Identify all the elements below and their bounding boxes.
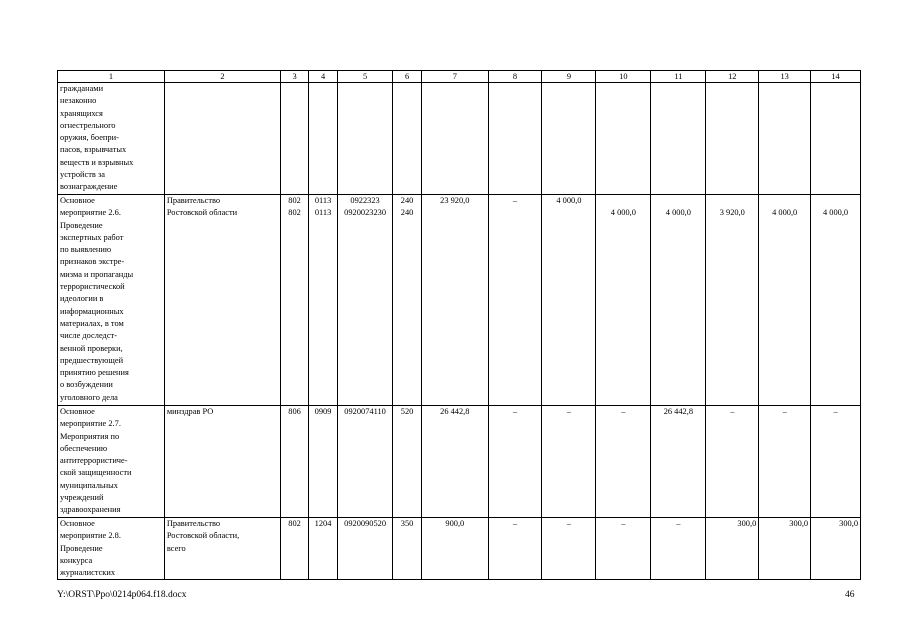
value-cell: 900,0 [422,518,488,580]
value-cell: 4 000,0 [596,195,651,406]
header-cell: 12 [706,71,759,83]
table-cell [811,83,861,195]
header-cell: 5 [338,71,393,83]
code-cell: 802 [281,518,309,580]
budget-table [57,70,861,580]
value-cell: 300,0 [811,518,861,580]
header-cell: 1 [58,71,165,83]
header-cell: 7 [422,71,488,83]
file-path: Y:\ORST\Ppo\0214p064.f18.docx [57,590,187,600]
code-cell: 0922323 0920023230 [338,195,393,406]
value-cell: 4 000,0 [651,195,706,406]
executor-cell: Правительство Ростовской области, всего [164,518,280,580]
table-cell [422,83,488,195]
table-cell [309,83,338,195]
table-cell [338,83,393,195]
value-cell: 4 000,0 [811,195,861,406]
value-cell: – [596,406,651,518]
value-cell: – [706,406,759,518]
header-cell: 11 [651,71,706,83]
page-number: 46 [845,590,855,600]
table-row [58,195,861,406]
table-cell [281,83,309,195]
table-cell [488,83,542,195]
value-cell: 4 000,0 [759,195,811,406]
table-cell [651,83,706,195]
header-cell: 3 [281,71,309,83]
code-cell: 1204 [309,518,338,580]
value-cell: 4 000,0 [542,195,596,406]
code-cell: 0920074110 [338,406,393,518]
header-cell: 4 [309,71,338,83]
value-cell: – [542,406,596,518]
value-cell: – [488,195,542,406]
table-cell [596,83,651,195]
executor-cell: минздрав РО [164,406,280,518]
table-row [58,518,861,580]
executor-cell: Правительство Ростовской области [164,195,280,406]
code-cell: 350 [393,518,422,580]
value-cell: 3 920,0 [706,195,759,406]
table-cell [542,83,596,195]
code-cell: 802 802 [281,195,309,406]
table-cell [164,83,280,195]
table-cell [393,83,422,195]
table-row [58,406,861,518]
table-row [58,83,861,195]
code-cell: 806 [281,406,309,518]
code-cell: 240 240 [393,195,422,406]
header-cell: 14 [811,71,861,83]
code-cell: 0909 [309,406,338,518]
value-cell: – [651,518,706,580]
code-cell: 0920090520 [338,518,393,580]
value-cell: – [811,406,861,518]
code-cell: 0113 0113 [309,195,338,406]
value-cell: 26 442,8 [422,406,488,518]
value-cell: – [488,406,542,518]
measure-name-cell: Основное мероприятие 2.8. Проведение конкурса журналистских [58,518,165,580]
value-cell: – [542,518,596,580]
value-cell: – [759,406,811,518]
measure-name-cell: Основное мероприятие 2.7. Мероприятия по обеспечению антитеррористиче- ской защищенности муниципальных учреждений здравоохранения [58,406,165,518]
table-cell [706,83,759,195]
header-row [58,71,861,83]
value-cell: 23 920,0 [422,195,488,406]
table-cell [759,83,811,195]
measure-name-cell: Основное мероприятие 2.6. Проведение экспертных работ по выявлению признаков экстре- мизма и пропаганды террористической идеологии в информационных материалах, в том числе доследст- венной проверки, предшествующей принятию решения о возбуждении уголовного дела [58,195,165,406]
header-cell: 8 [488,71,542,83]
header-cell: 2 [164,71,280,83]
code-cell: 520 [393,406,422,518]
header-cell: 9 [542,71,596,83]
header-cell: 10 [596,71,651,83]
value-cell: 300,0 [759,518,811,580]
measure-name-cell: гражданами незаконно хранящихся огнестрельного оружия, боепри- пасов, взрывчатых веществ и взрывных устройств за вознаграждение [58,83,165,195]
value-cell: – [488,518,542,580]
header-cell: 13 [759,71,811,83]
value-cell: 300,0 [706,518,759,580]
value-cell: 26 442,8 [651,406,706,518]
header-cell: 6 [393,71,422,83]
value-cell: – [596,518,651,580]
